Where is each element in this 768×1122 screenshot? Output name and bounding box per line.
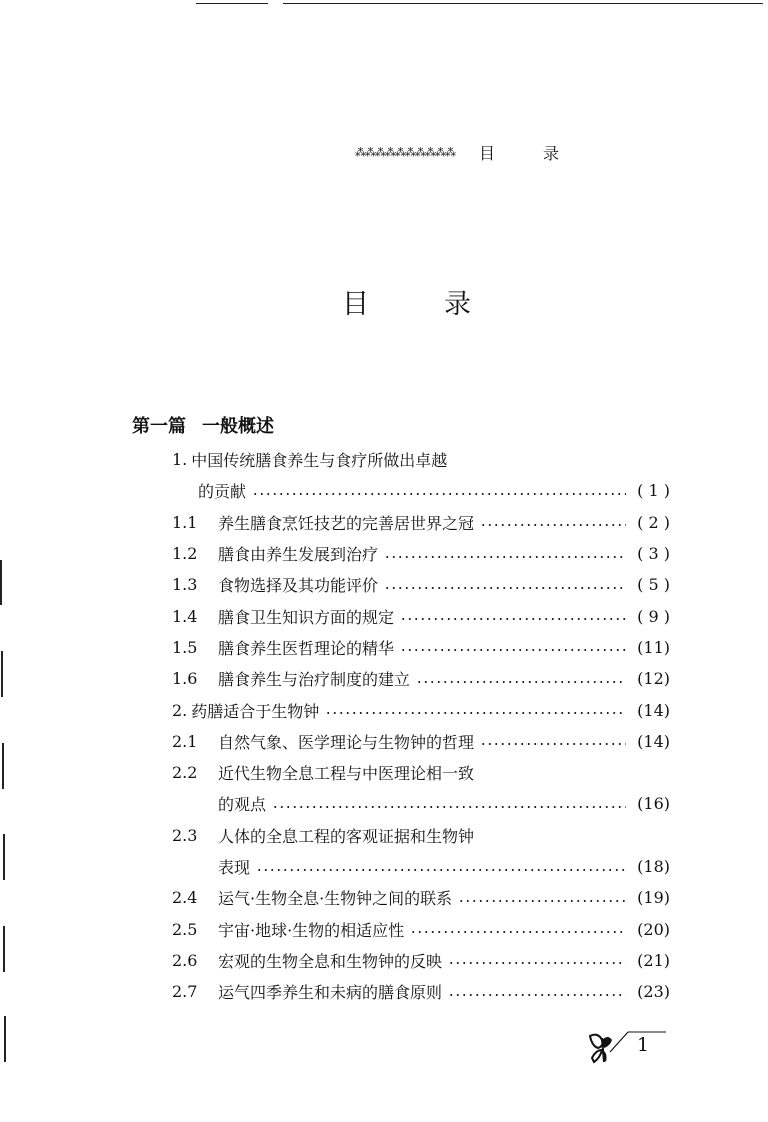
entry-title: 宇宙·地球·生物的相适应性 [218,920,405,940]
entry-number: 2.2 [172,763,198,783]
toc-entry[interactable] [172,569,670,600]
entry-page-number: ( 9 ) [637,606,670,626]
dot-leader [400,648,626,652]
entry-number: 1.1 [172,512,198,532]
part-title: 一般概述 [202,416,274,437]
entry-page-number: (14) [637,700,670,720]
running-head [355,140,667,164]
entry-number: 1.5 [172,637,198,657]
entry-title: 的贡献 [198,482,247,502]
part-heading [132,412,274,438]
entry-page-number: (21) [637,950,670,970]
dot-leader [400,617,626,621]
scan-edge-mark [0,560,2,605]
entry-title: 养生膳食烹饪技艺的完善居世界之冠 [218,513,475,533]
folio [584,1028,668,1068]
part-label: 第一篇 [132,416,186,437]
entry-page-number: (18) [637,857,670,876]
toc-entry[interactable] [172,694,670,725]
table-of-contents [172,444,670,1007]
top-edge-rule [196,3,268,4]
toc-entry[interactable] [172,507,670,538]
entry-title: 的观点 [218,795,267,815]
entry-page-number: (11) [637,637,670,657]
entry-page-number: ( 5 ) [637,575,670,595]
entry-title: 运气四季养生和未病的膳食原则 [218,983,443,1003]
entry-title: 中国传统膳食养生与食疗所做出卓越 [191,451,448,471]
butterfly-ornament-icon [584,1028,668,1068]
toc-entry[interactable] [172,538,670,569]
entry-number: 2.4 [172,888,198,908]
entry-title: 膳食养生与治疗制度的建立 [218,670,411,690]
page-title: 目 录 [342,289,471,320]
toc-entry[interactable] [172,444,670,475]
entry-number: 2.7 [172,982,198,1002]
toc-entry[interactable] [172,913,670,944]
dot-leader [252,492,626,496]
entry-number: 1.3 [172,575,198,595]
entry-title: 人体的全息工程的客观证据和生物钟 [218,826,475,846]
dot-leader [272,805,626,809]
toc-entry-continuation[interactable] [172,788,670,819]
entry-page-number: (14) [637,731,670,751]
entry-title: 膳食卫生知识方面的规定 [218,607,395,627]
dot-leader [384,555,626,559]
entry-title: 膳食养生医哲理论的精华 [218,638,395,658]
toc-entry[interactable] [172,945,670,976]
page-number: 1 [637,1034,650,1056]
entry-number: 1.6 [172,669,198,689]
toc-entry[interactable] [172,882,670,913]
entry-title: 药膳适合于生物钟 [191,701,320,721]
entry-number: 2.6 [172,950,198,970]
entry-page-number: (12) [637,669,670,689]
entry-title: 自然气象、医学理论与生物钟的哲理 [218,732,475,752]
dot-leader [448,993,626,997]
entry-number: 1.2 [172,544,198,564]
entry-page-number: (16) [637,794,670,814]
entry-page-number: ( 2 ) [637,512,670,532]
scan-edge-mark [3,834,5,880]
entry-number: 1.4 [172,606,198,626]
entry-title: 近代生物全息工程与中医理论相一致 [218,764,475,784]
entry-page-number: (20) [637,919,670,939]
running-head-title: 目 录 [479,143,560,163]
toc-entry[interactable] [172,663,670,694]
entry-number: 2.1 [172,731,198,751]
top-edge-rule [283,3,763,4]
dot-leader [448,961,626,965]
entry-number: 2.3 [172,825,198,845]
scan-edge-mark [3,926,5,972]
toc-entry[interactable] [172,976,670,1007]
entry-page-number: ( 3 ) [637,544,670,564]
dot-leader [480,523,626,527]
dot-leader [458,899,626,903]
dot-leader [256,868,626,872]
toc-entry[interactable] [172,632,670,663]
entry-title: 运气·生物全息·生物钟之间的联系 [218,889,453,909]
entry-page-number: ( 1 ) [637,481,670,501]
entry-title: 宏观的生物全息和生物钟的反映 [218,951,443,971]
dot-leader [416,680,626,684]
toc-entry-continuation[interactable] [172,475,670,506]
scan-edge-mark [1,651,3,697]
dot-leader [325,711,626,715]
entry-number: 2. [172,700,188,720]
toc-entry[interactable] [172,820,670,851]
scan-edge-mark [2,743,4,789]
toc-entry[interactable] [172,726,670,757]
entry-page-number: (23) [637,982,670,1002]
dot-leader [384,586,626,590]
toc-entry[interactable] [172,757,670,788]
dot-leader [410,930,626,934]
entry-title: 膳食由养生发展到治疗 [218,545,379,565]
entry-number: 2.5 [172,919,198,939]
toc-entry-continuation[interactable] [172,851,670,882]
entry-title: 表现 [218,858,251,877]
entry-number: 1. [172,450,188,470]
entry-title: 食物选择及其功能评价 [218,576,379,596]
dot-leader [480,742,626,746]
entry-page-number: (19) [637,888,670,908]
toc-entry[interactable] [172,600,670,631]
ornament-border-icon: ⁂⁂⁂⁂⁂⁂⁂⁂⁂⁂ [355,145,455,159]
scan-edge-mark [4,1016,6,1062]
